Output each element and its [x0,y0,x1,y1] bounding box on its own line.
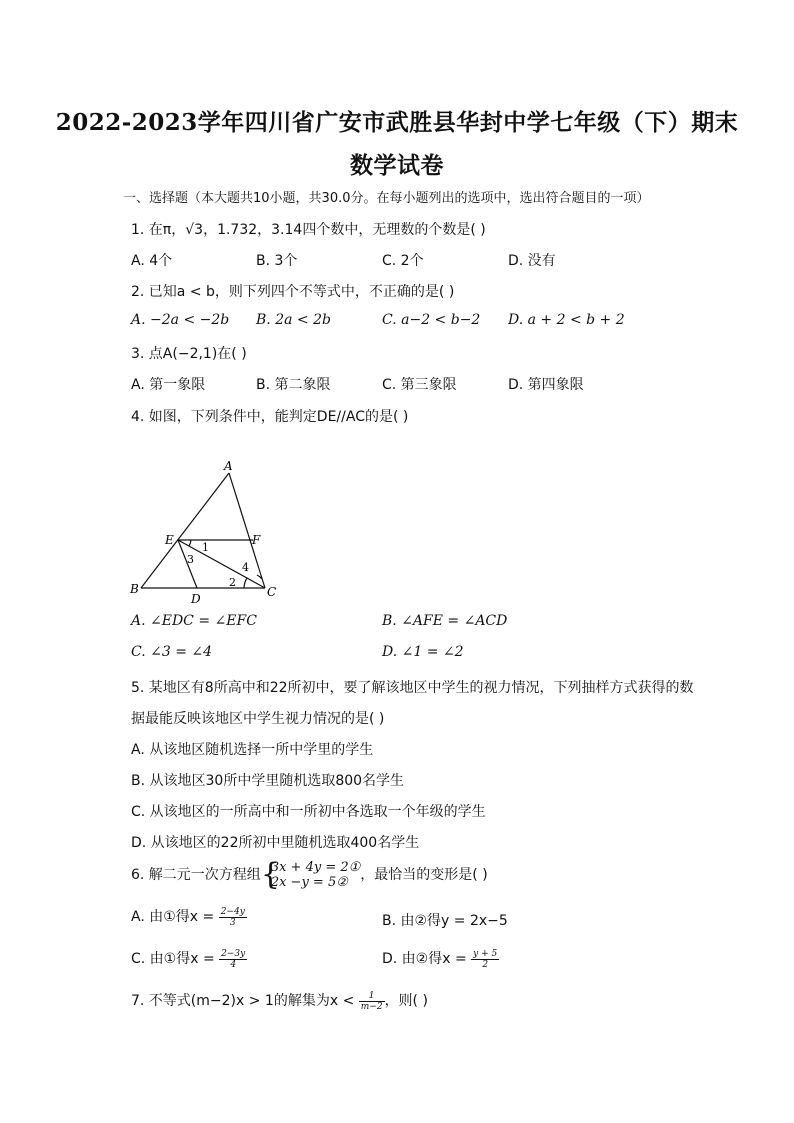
question-2-option-c: C. a−2 < b−2 [382,312,481,328]
system-equation-2: 2x −y = 5② [270,875,348,890]
question-4-stem: 4. 如图，下列条件中，能判定DE//AC的是( ) [131,409,409,425]
question-3-option-c: C. 第三象限 [382,377,457,393]
question-1-option-b: B. 3个 [256,253,298,269]
triangle-figure [125,455,295,610]
question-4-option-c: C. ∠3 = ∠4 [131,644,213,660]
figure-label-b: B [130,582,139,596]
fraction-numerator: 2−3y [221,948,246,959]
fraction [471,949,499,970]
question-5-stem-line2: 据最能反映该地区中学生视力情况的是( ) [131,711,385,727]
system-brace: { [260,857,280,892]
figure-angle-1: 1 [202,541,209,554]
question-2-stem: 2. 已知a < b，则下列四个不等式中，不正确的是( ) [131,284,455,300]
figure-label-f: F [252,533,261,547]
fraction [219,907,247,928]
fraction-denominator: 3 [229,917,236,928]
figure-label-d: D [191,592,201,606]
equation-system [260,857,361,892]
fraction [219,949,247,970]
question-7-stem-suffix: ，则( ) [384,993,428,1009]
question-3-option-a: A. 第一象限 [131,377,206,393]
fraction-numerator: 1 [359,991,385,1002]
question-5-option-a: A. 从该地区随机选择一所中学里的学生 [131,742,374,758]
figure-label-e: E [165,533,174,547]
question-6-option-c [131,948,247,970]
question-5-option-b: B. 从该地区30所中学里随机选取800名学生 [131,773,405,789]
figure-angle-3: 3 [187,553,194,566]
question-6-option-a-text: A. 由①得x = [131,909,215,925]
question-3-stem: 3. 点A(−2,1)在( ) [131,346,247,362]
question-1-option-c: C. 2个 [382,253,424,269]
page-title-line1: 2022-2023学年四川省广安市武胜县华封中学七年级（下）期末 [55,109,739,136]
question-7-stem-prefix: 7. 不等式(m−2)x > 1的解集为x < [131,993,355,1009]
fraction-denominator: m−2 [360,1001,383,1012]
fraction [359,991,385,1012]
question-4-option-d: D. ∠1 = ∠2 [382,644,464,660]
question-6-stem-suffix: ，最恰当的变形是( ) [360,867,488,883]
section-heading: 一、选择题（本大题共10小题，共30.0分。在每小题列出的选项中，选出符合题目的一项） [123,191,650,206]
question-4-option-b: B. ∠AFE = ∠ACD [382,613,508,629]
figure-angle-2: 2 [229,576,236,589]
question-6-option-d-text: D. 由②得x = [382,951,467,967]
fraction-denominator: 4 [230,959,237,970]
figure-label-c: C [267,585,277,599]
figure-angle-4: 4 [242,561,249,574]
figure-label-a: A [224,459,233,473]
question-5-option-d: D. 从该地区的22所初中里随机选取400名学生 [131,835,420,851]
question-3-option-d: D. 第四象限 [508,377,584,393]
question-6-stem [131,857,488,892]
question-2-option-d: D. a + 2 < b + 2 [508,312,625,328]
question-5-stem-line1: 5. 某地区有8所高中和22所初中，要了解该地区中学生的视力情况，下列抽样方式获得的数 [131,680,694,696]
system-equation-1: 3x + 4y = 2① [270,860,361,875]
fraction-numerator: 2−4y [220,906,245,917]
question-2-option-a: A. −2a < −2b [131,312,230,328]
question-6-option-b: B. 由②得y = 2x−5 [382,913,508,929]
question-7-stem [131,990,428,1012]
question-6-option-d [382,948,499,970]
question-1-stem: 1. 在π，√3，1.732，3.14四个数中，无理数的个数是( ) [131,222,486,238]
question-6-option-a [131,906,247,928]
fraction-numerator: y + 5 [473,948,498,959]
question-6-option-c-text: C. 由①得x = [131,951,215,967]
page-title-line2: 数学试卷 [350,152,444,179]
question-6-stem-prefix: 6. 解二元一次方程组 [131,867,261,883]
question-3-option-b: B. 第二象限 [256,377,331,393]
question-1-option-d: D. 没有 [508,253,556,269]
question-5-option-c: C. 从该地区的一所高中和一所初中各选取一个年级的学生 [131,804,486,820]
fraction-denominator: 2 [482,959,489,970]
question-4-option-a: A. ∠EDC = ∠EFC [131,613,257,629]
question-1-option-a: A. 4个 [131,253,173,269]
question-2-option-b: B. 2a < 2b [256,312,331,328]
